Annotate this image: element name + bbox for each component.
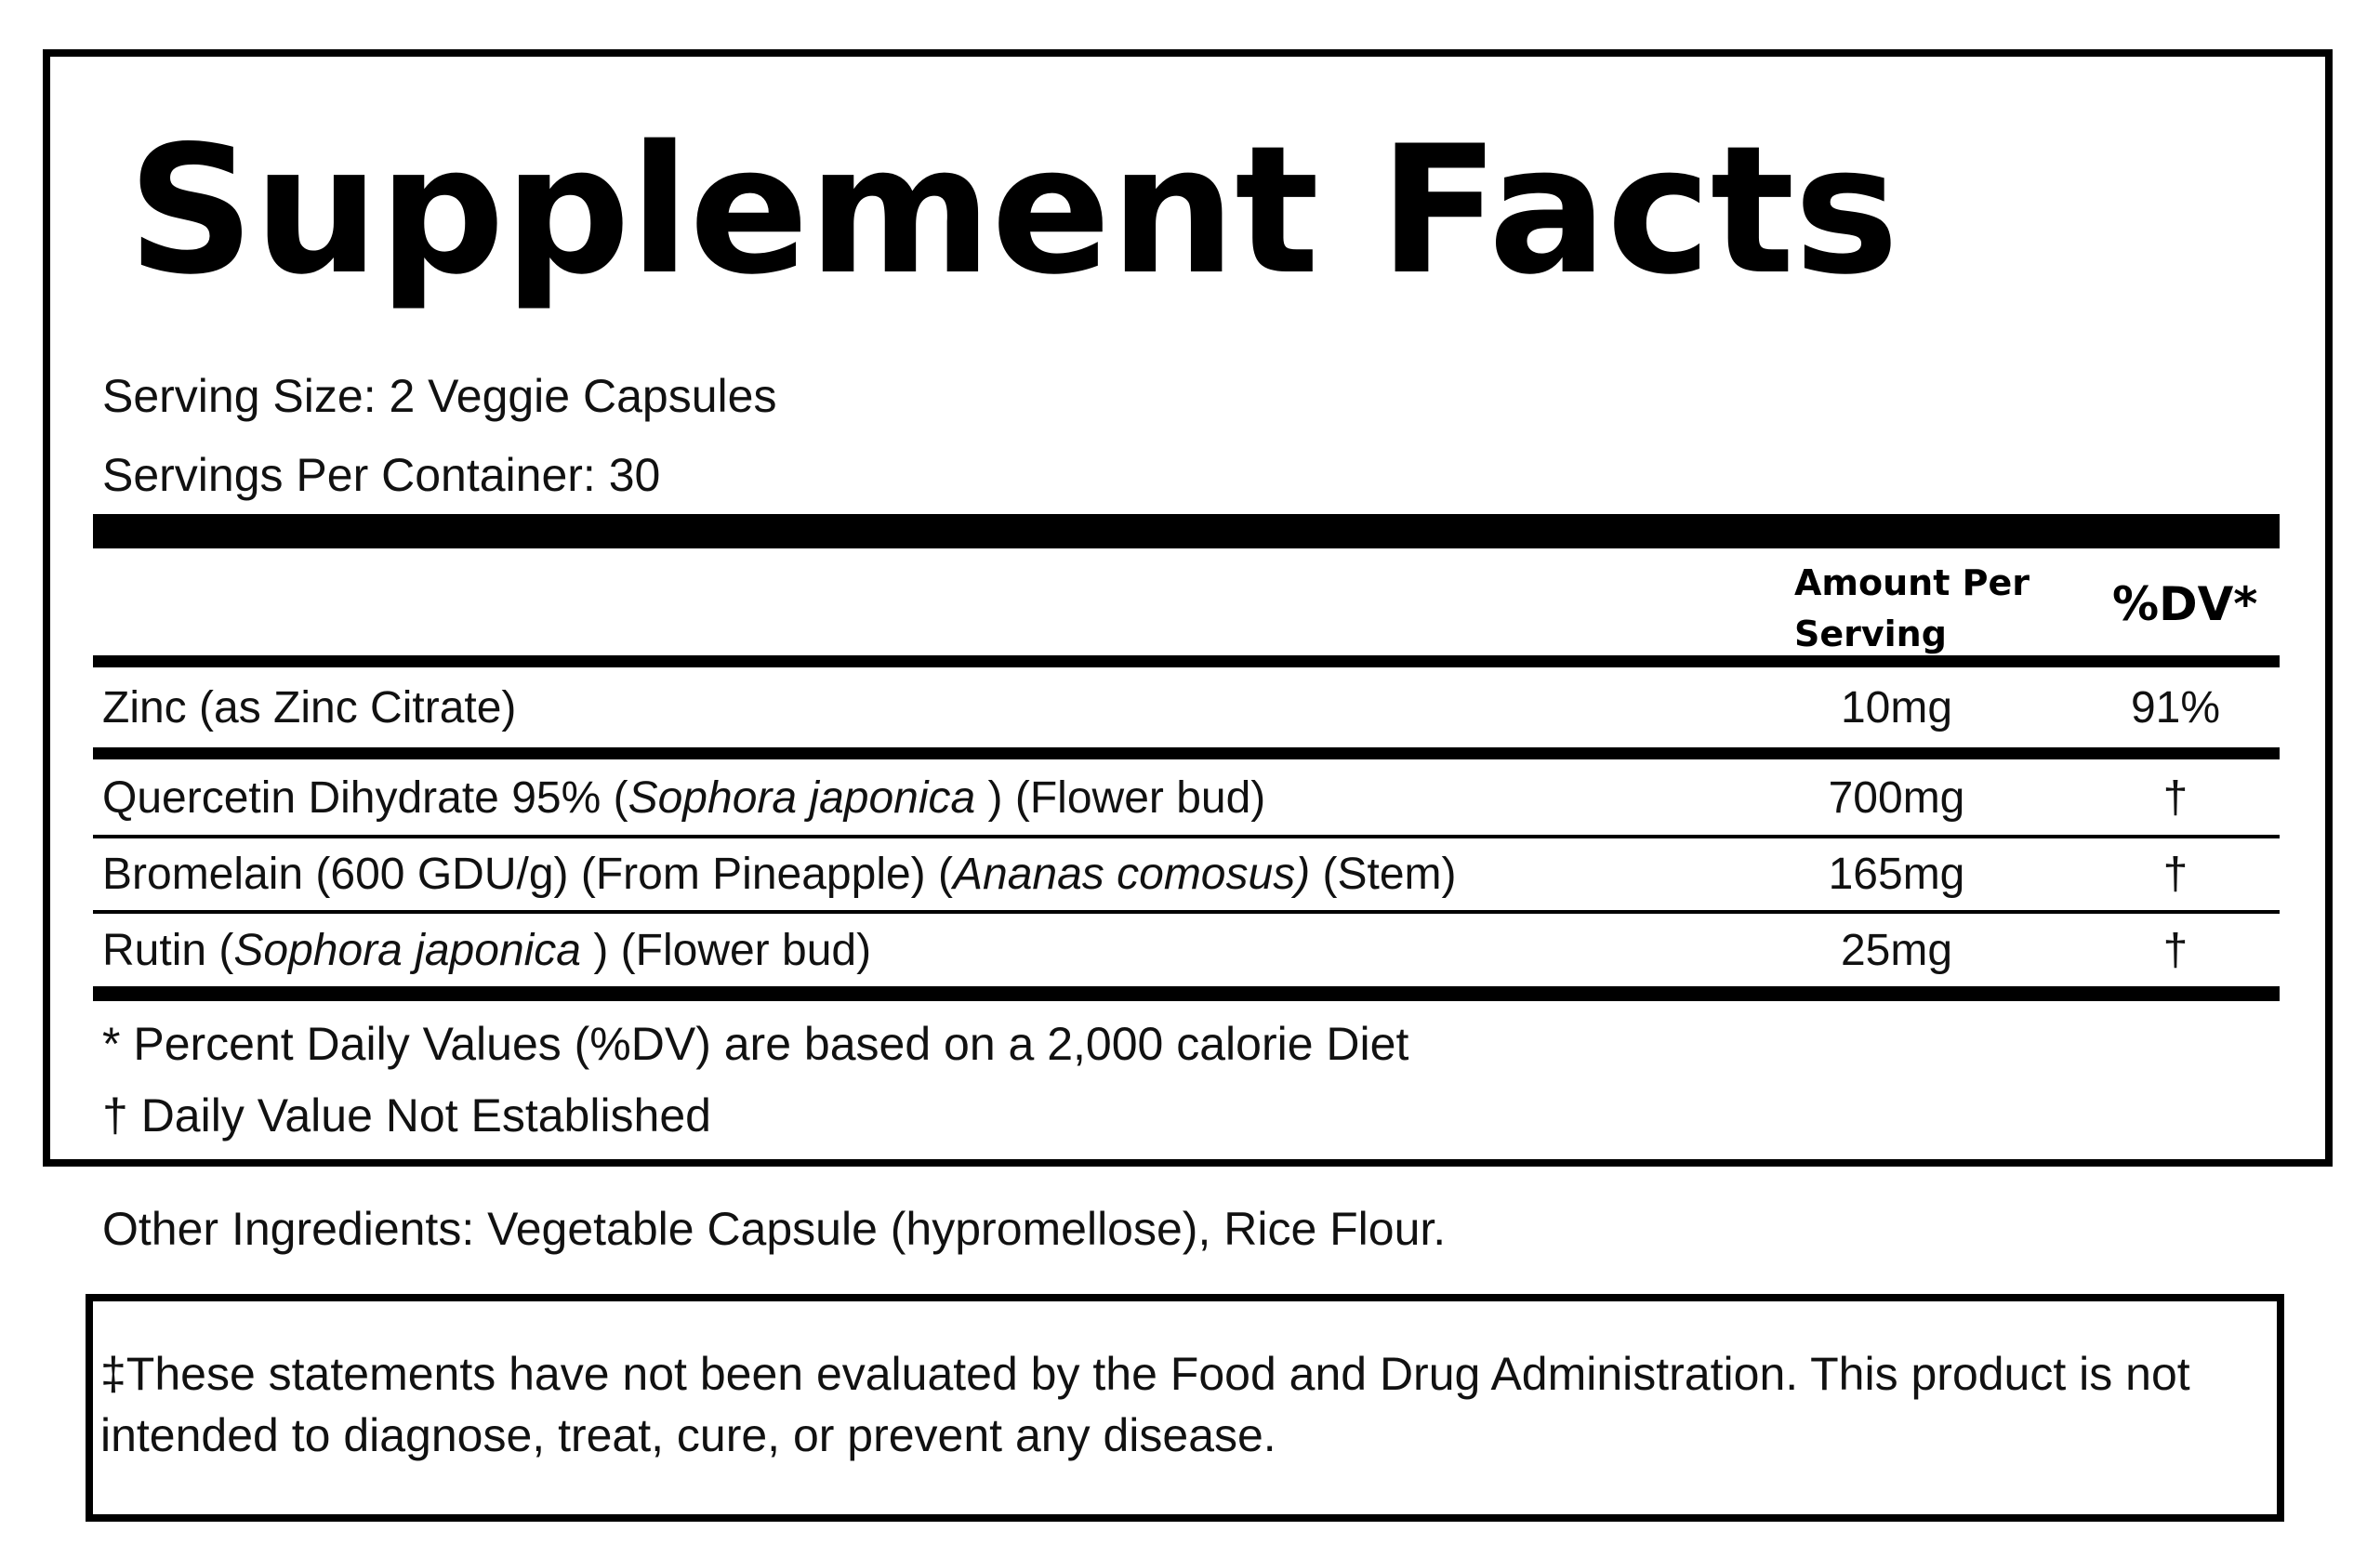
- footnote-not-established: † Daily Value Not Established: [102, 1089, 711, 1142]
- servings-per-container: Servings Per Container: 30: [102, 449, 661, 501]
- ingredient-dv-rutin: †: [2162, 926, 2188, 975]
- ingredient-name-bromelain: Bromelain (600 GDU/g) (From Pineapple) (Ananas comosus) (Stem): [102, 850, 1457, 899]
- ingredient-name-zinc: Zinc (as Zinc Citrate): [102, 683, 517, 732]
- footnote-percent-dv: * Percent Daily Values (%DV) are based on a 2,000 calorie Diet: [102, 1018, 1409, 1070]
- ingredient-amount-bromelain: 165mg: [1828, 850, 1965, 899]
- ingredient-dv-quercetin: †: [2162, 773, 2188, 823]
- ingredient-dv-zinc: 91%: [2130, 683, 2221, 732]
- serving-size: Serving Size: 2 Veggie Capsules: [102, 370, 777, 422]
- ingredient-amount-zinc: 10mg: [1840, 683, 1953, 732]
- ingredient-name-quercetin: Quercetin Dihydrate 95% (Sophora japonica ) (Flower bud): [102, 773, 1266, 823]
- header-divider: [93, 655, 2280, 667]
- thick-divider-bottom: [93, 986, 2280, 1001]
- ingredient-name-rutin: Rutin (Sophora japonica ) (Flower bud): [102, 926, 872, 975]
- fda-disclaimer: ‡These statements have not been evaluated by the Food and Drug Administration. This product is not intended to diagnose, treat, cure, or prevent any disease.: [100, 1348, 2190, 1461]
- amount-per-serving-header: [1794, 558, 2030, 660]
- dv-header: %DV*: [2112, 577, 2258, 631]
- row-divider-thin: [93, 910, 2280, 914]
- thick-divider-top: [93, 514, 2280, 548]
- row-divider-thick: [93, 747, 2280, 759]
- row-divider-thin: [93, 835, 2280, 838]
- amount-header-line2: Serving: [1794, 614, 1947, 654]
- ingredient-dv-bromelain: †: [2162, 850, 2188, 899]
- amount-header-line1: Amount Per: [1794, 562, 2030, 603]
- ingredient-amount-quercetin: 700mg: [1828, 773, 1965, 823]
- page-title: Supplement Facts: [127, 108, 1898, 313]
- other-ingredients: Other Ingredients: Vegetable Capsule (hypromellose), Rice Flour.: [102, 1203, 1447, 1255]
- ingredient-amount-rutin: 25mg: [1840, 926, 1953, 975]
